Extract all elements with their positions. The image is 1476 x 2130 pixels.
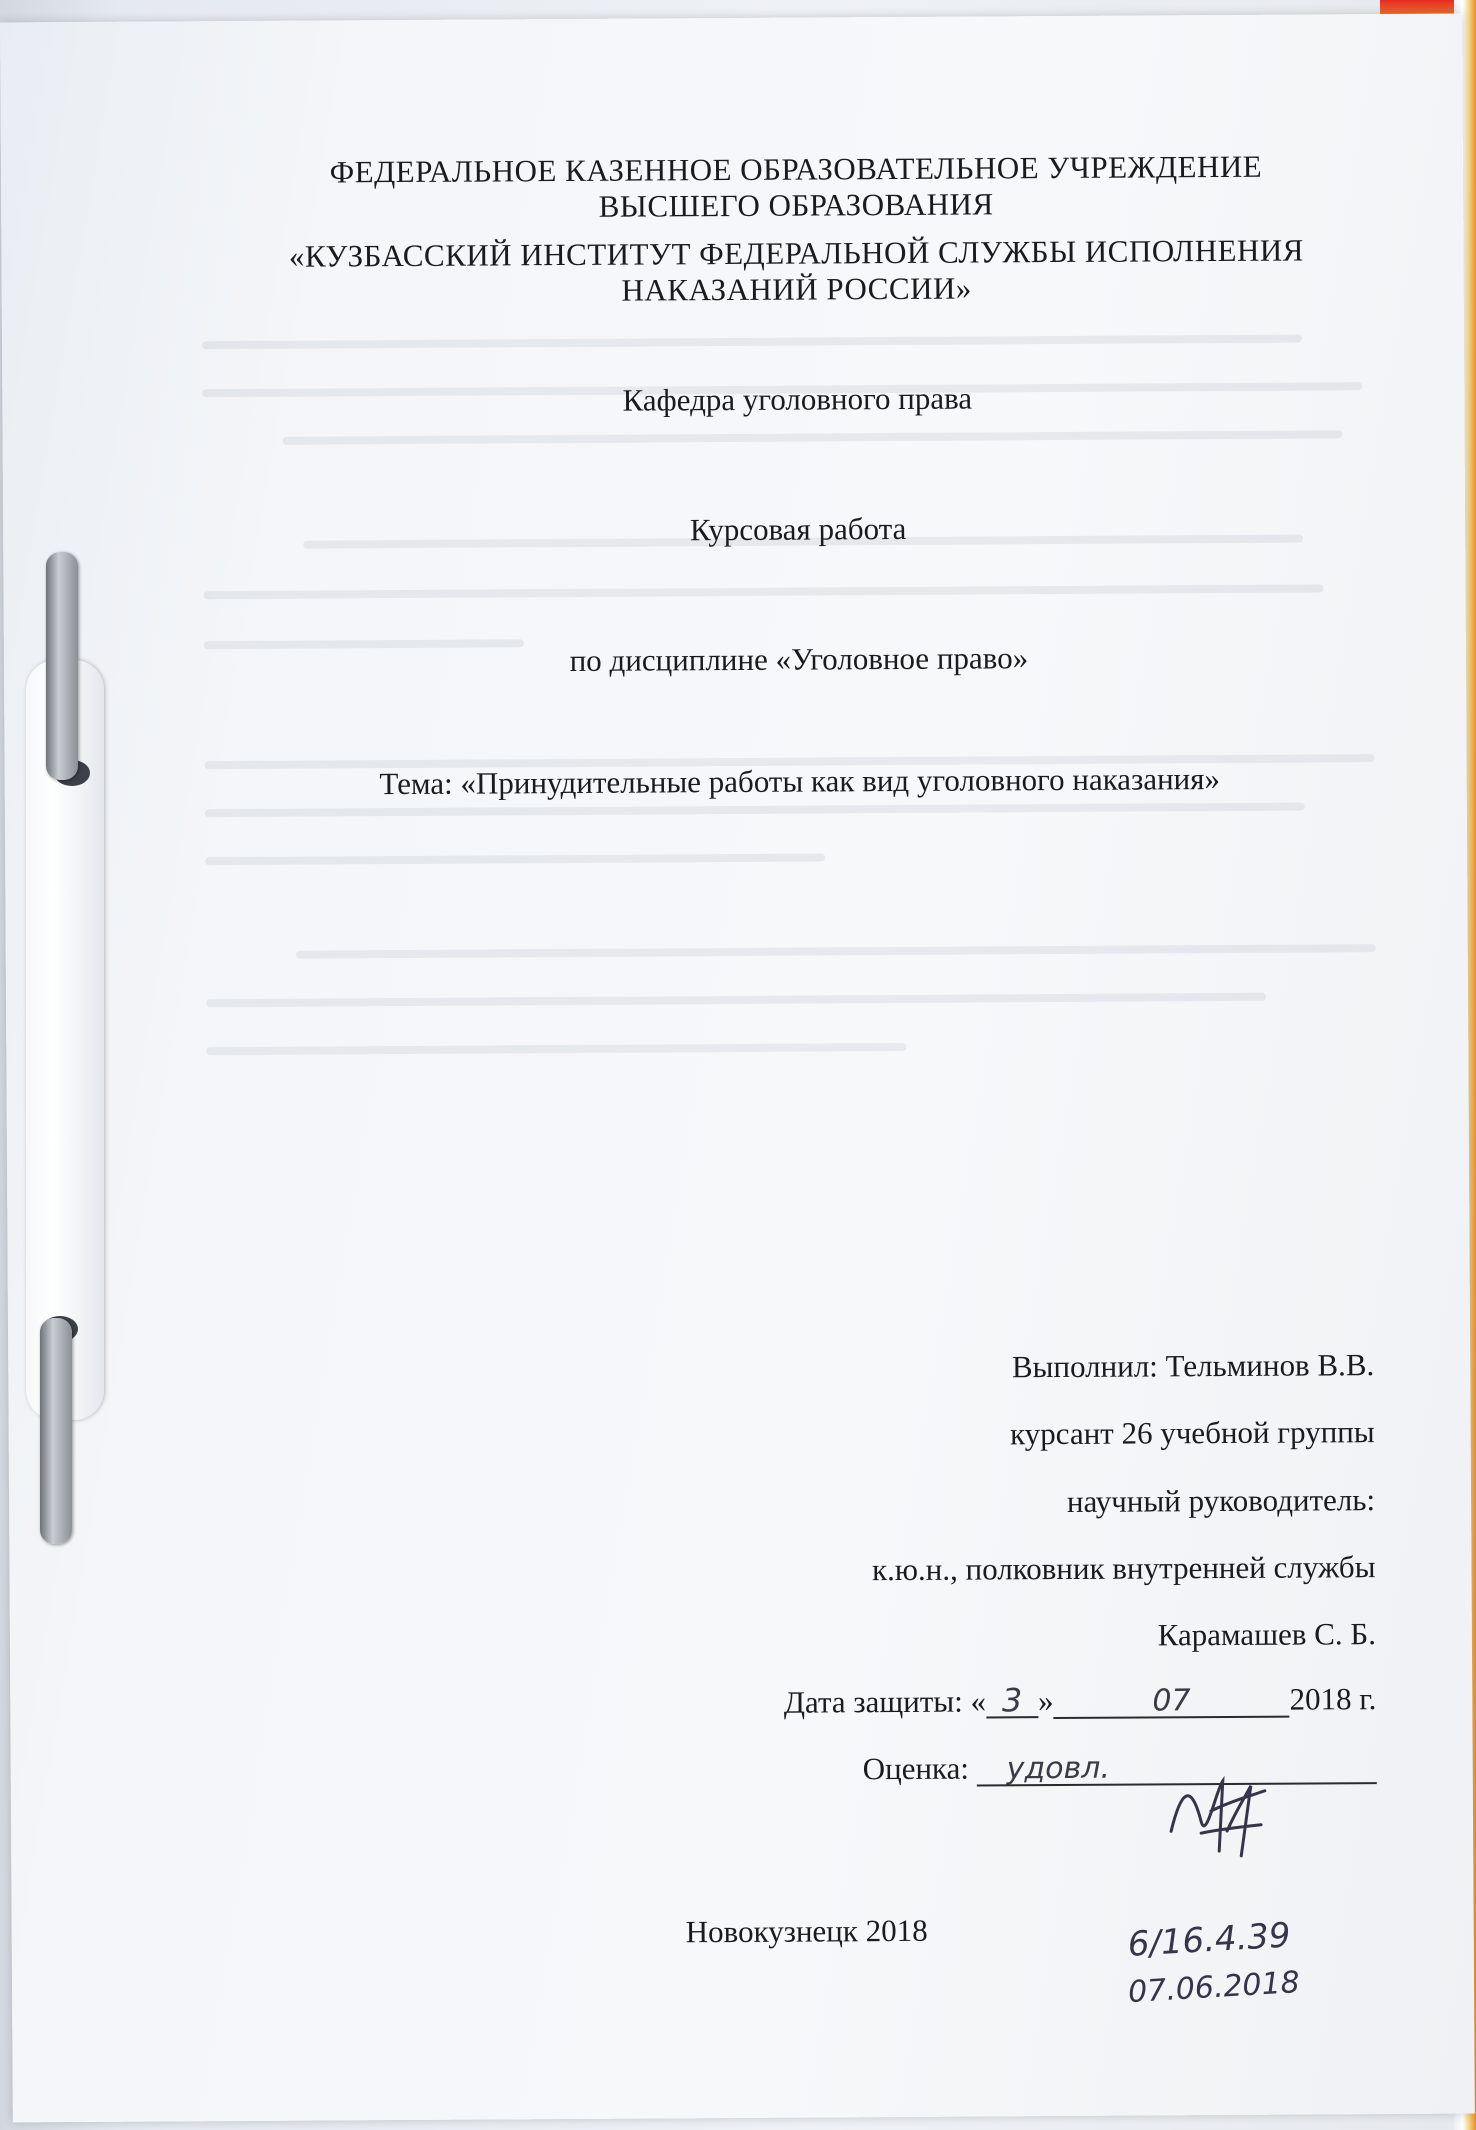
supervisor-label: научный руководитель: [1066,1482,1376,1519]
institution-line-1: ФЕДЕРАЛЬНОЕ КАЗЕННОЕ ОБРАЗОВАТЕЛЬНОЕ УЧРЕЖДЕНИЕ [329,148,1263,190]
handwritten-date: 07.06.2018 [1127,1965,1301,2011]
defense-quote-close: » [1037,1683,1054,1719]
binder-prong-top [46,552,78,780]
work-type: Курсовая работа [689,510,907,548]
institution-line-4: НАКАЗАНИЙ РОССИИ» [621,270,972,308]
supervisor-title: к.ю.н., полковник внутренней службы [871,1549,1376,1588]
defense-month: 07 [1053,1686,1289,1719]
grade-value: удовл. [977,1752,1377,1786]
grade-row [863,1750,1377,1787]
discipline: по дисциплине «Уголовное право» [569,640,1029,678]
defense-date [784,1682,1377,1721]
city-year: Новокузнецк 2018 [685,1912,928,1950]
defense-date-label: Дата защиты: « [783,1683,987,1720]
handwritten-signature [1161,1771,1272,1862]
author-completed-by: Выполнил: Тельминов В.В. [1011,1347,1375,1385]
title-page [0,14,1475,2123]
handwritten-code: 6/16.4.39 [1126,1915,1292,1965]
show-through-text [202,334,1386,1061]
department: Кафедра уголовного права [622,380,973,418]
defense-day: 3 [986,1684,1038,1718]
grade-label: Оценка: [862,1750,970,1787]
binder-prong-bottom [40,1318,72,1544]
author-group: курсант 26 учебной группы [1010,1414,1375,1452]
supervisor-name: Карамашев С. Б. [1157,1616,1376,1653]
institution-line-3: «КУЗБАССКИЙ ИНСТИТУТ ФЕДЕРАЛЬНОЙ СЛУЖБЫ ИСПОЛНЕНИЯ [288,232,1305,274]
topic: Тема: «Принудительные работы как вид уголовного наказания» [379,761,1221,802]
defense-year: 2018 г. [1289,1681,1377,1717]
institution-line-2: ВЫСШЕГО ОБРАЗОВАНИЯ [598,186,994,224]
